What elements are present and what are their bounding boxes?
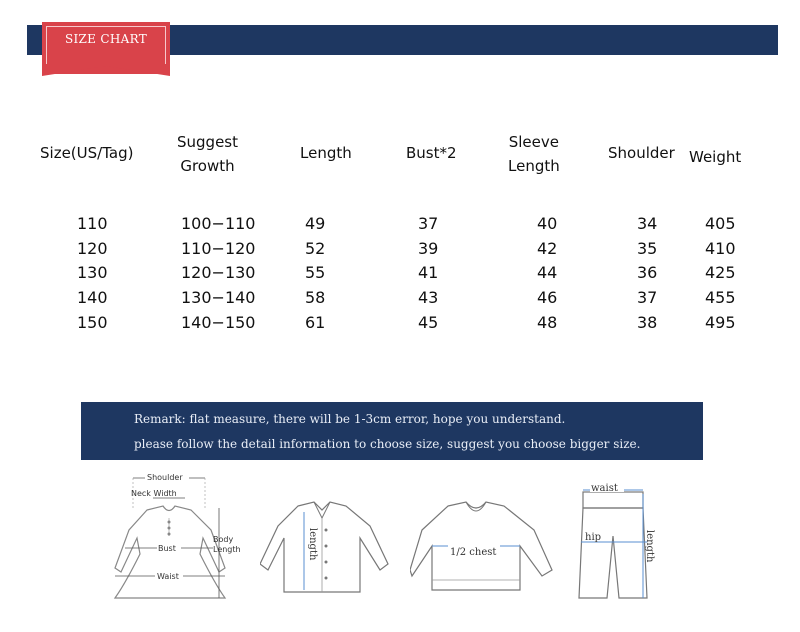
- table-cell: 410: [705, 238, 736, 258]
- table-cell: 61: [305, 312, 326, 332]
- table-cell: 42: [537, 238, 558, 258]
- table-cell: 46: [537, 288, 558, 308]
- table-cell: 37: [418, 214, 439, 233]
- sweater-diagram: [410, 500, 560, 595]
- dress-length-label: Length: [213, 545, 241, 554]
- dress-neck-label: Neck Width: [131, 489, 177, 498]
- table-cell: 150: [77, 312, 108, 332]
- table-cell: 120−130: [181, 263, 256, 283]
- shirt-length-label: length: [307, 528, 318, 561]
- shirt-diagram: [260, 498, 395, 598]
- dress-waist-label: Waist: [157, 572, 179, 581]
- table-cell: 36: [637, 263, 658, 283]
- pants-length-label: length: [644, 530, 655, 563]
- size-table: [20, 80, 780, 380]
- table-cell: 43: [418, 288, 439, 308]
- table-cell: 44: [537, 263, 558, 283]
- table-cell: 39: [418, 238, 439, 258]
- ribbon-notch: [42, 64, 170, 76]
- header-size: Size(US/Tag): [40, 144, 134, 162]
- table-cell: 140−150: [181, 312, 256, 332]
- header-shoulder: Shoulder: [608, 144, 675, 162]
- table-cell: 38: [637, 312, 658, 332]
- dress-bust-label: Bust: [158, 544, 176, 553]
- table-cell: 425: [705, 263, 736, 283]
- header-sleeve-length: Sleeve Length: [508, 133, 560, 175]
- table-cell: 100−110: [181, 214, 256, 233]
- dress-diagram: [85, 466, 255, 616]
- header-suggest-growth: Suggest Growth: [177, 133, 238, 175]
- pants-diagram: [575, 478, 665, 603]
- dress-body-label: Body: [213, 535, 234, 544]
- table-cell: 120: [77, 238, 108, 258]
- pants-waist-label: waist: [591, 483, 618, 494]
- table-cell: 55: [305, 263, 326, 283]
- remark-line-1: Remark: flat measure, there will be 1-3cm error, hope you understand.: [134, 412, 566, 426]
- table-cell: 495: [705, 312, 736, 332]
- remark-line-2: please follow the detail information to choose size, suggest you choose bigger size.: [134, 437, 641, 451]
- table-cell: 130−140: [181, 288, 256, 308]
- table-cell: 58: [305, 288, 326, 308]
- table-cell: 455: [705, 288, 736, 308]
- table-cell: 34: [637, 214, 658, 233]
- dress-shoulder-label: Shoulder: [147, 473, 183, 482]
- header-length: Length: [300, 144, 352, 162]
- table-cell: 110: [77, 214, 108, 233]
- table-cell: 35: [637, 238, 658, 258]
- remark-box: [81, 402, 703, 460]
- table-cell: 52: [305, 238, 326, 258]
- table-cell: 40: [537, 214, 558, 233]
- header-bust: Bust*2: [406, 144, 457, 162]
- table-cell: 45: [418, 312, 439, 332]
- table-cell: 41: [418, 263, 439, 283]
- table-cell: 140: [77, 288, 108, 308]
- pants-hip-label: hip: [585, 532, 602, 543]
- table-cell: 405: [705, 214, 736, 233]
- size-chart-badge: SIZE CHART: [64, 32, 147, 46]
- table-cell: 37: [637, 288, 658, 308]
- table-cell: 48: [537, 312, 558, 332]
- sweater-chest-label: 1/2 chest: [450, 547, 497, 558]
- table-cell: 110−120: [181, 238, 256, 258]
- table-cell: 49: [305, 214, 326, 233]
- table-cell: 130: [77, 263, 108, 283]
- header-weight: Weight: [689, 148, 742, 166]
